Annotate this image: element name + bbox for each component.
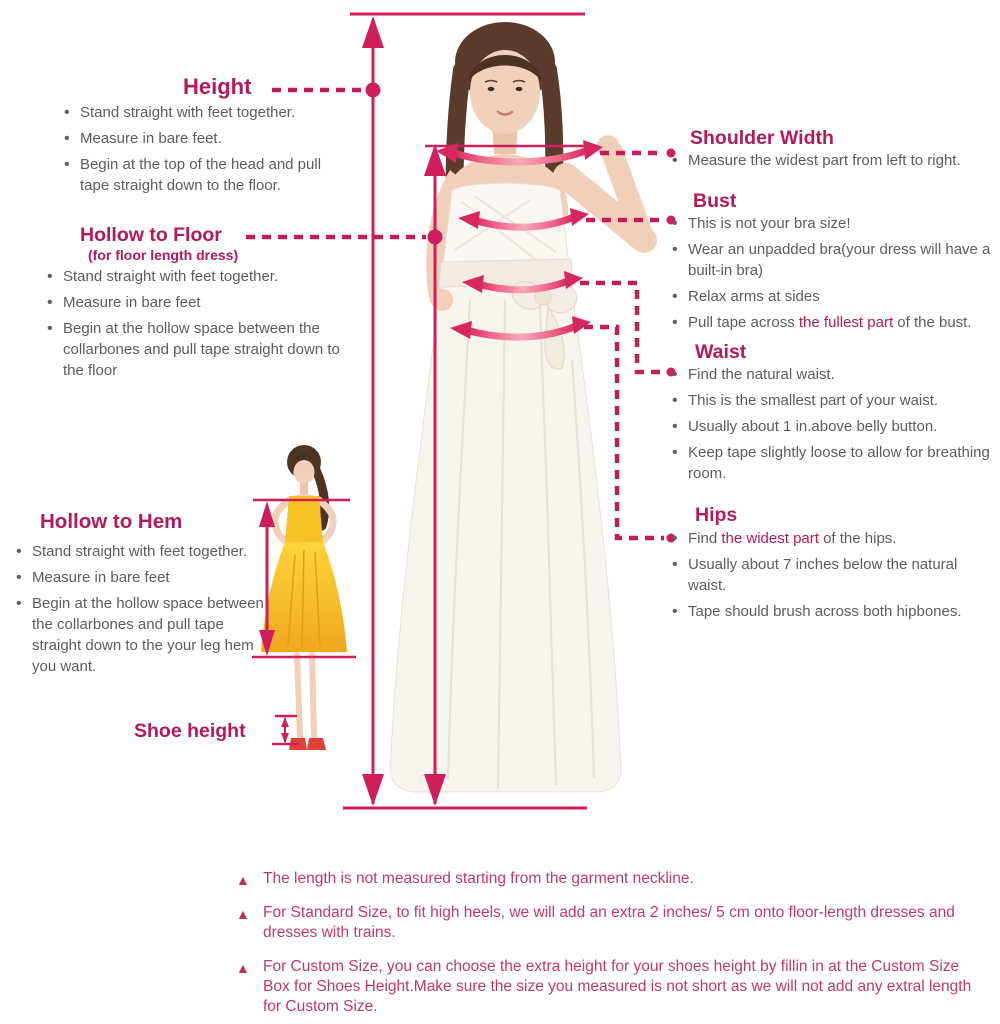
bust-section bbox=[693, 191, 736, 211]
list-item: • This is the smallest part of your waist. bbox=[670, 390, 992, 411]
shoulder-width-arrow bbox=[452, 150, 588, 162]
large-model-figure bbox=[390, 22, 644, 792]
list-item: ▲ For Standard Size, to fit high heels, we will add an extra 2 inches/ 5 cm onto floor-length dresses and dresses with trains. bbox=[236, 903, 988, 943]
hips-title: Hips bbox=[695, 504, 738, 526]
list-item: • Begin at the hollow space between the collarbones and pull tape straight down to the floor bbox=[45, 318, 345, 381]
list-item: ▲ The length is not measured starting from the garment neckline. bbox=[236, 869, 988, 889]
small-model-bodice bbox=[285, 496, 323, 542]
hollow-to-floor-title: Hollow to Floor bbox=[80, 224, 222, 246]
list-item: • Begin at the top of the head and pull tape straight down to the floor. bbox=[62, 154, 352, 196]
small-model-face bbox=[294, 460, 315, 484]
list-item: • Usually about 1 in.above belly button. bbox=[670, 416, 992, 437]
list-item: • Pull tape across the fullest part of the bust. bbox=[670, 312, 992, 333]
height-junction-dot bbox=[366, 83, 381, 98]
height-section bbox=[183, 75, 251, 98]
list-item: • Stand straight with feet together. bbox=[14, 541, 266, 562]
hollow-to-floor-section bbox=[80, 225, 222, 245]
height-arrow-up bbox=[362, 16, 384, 48]
bust-title: Bust bbox=[693, 190, 737, 212]
hips-bullets bbox=[670, 528, 992, 627]
list-item: • Measure the widest part from left to right. bbox=[670, 150, 992, 171]
list-item: • Tape should brush across both hipbones. bbox=[670, 601, 992, 622]
list-item: • Wear an unpadded bra(your dress will have a built-in bra) bbox=[670, 239, 992, 281]
hips-section bbox=[695, 505, 737, 525]
waist-bullets bbox=[670, 364, 992, 489]
small-model-shoe-right bbox=[307, 738, 326, 750]
waist-title: Waist bbox=[695, 341, 747, 363]
hem-arrow-up bbox=[259, 501, 275, 527]
hollow-to-hem-bullets bbox=[14, 541, 266, 682]
shoulder-width-title: Shoulder Width bbox=[690, 127, 834, 149]
list-item: • Usually about 7 inches below the natural waist. bbox=[670, 554, 992, 596]
hollow-to-hem-section bbox=[40, 511, 182, 533]
height-bullets bbox=[62, 102, 352, 201]
list-item: • Stand straight with feet together. bbox=[45, 266, 345, 287]
waist-arrow-tip-right bbox=[564, 271, 583, 289]
list-item: ▲ For Custom Size, you can choose the extra height for your shoes height by fillin in at the Custom Size Box for Shoes Height.Make sure the size you measured is not short as we will not add any extral length for Custom Size. bbox=[236, 957, 988, 1017]
small-model-neck bbox=[300, 483, 308, 496]
bottom-notes bbox=[236, 869, 988, 1024]
bust-arrow-tip-right bbox=[570, 208, 589, 226]
small-model-figure bbox=[261, 445, 347, 750]
shoe-height-title: Shoe height bbox=[134, 720, 246, 742]
model-eye-right bbox=[516, 87, 523, 91]
list-item: • Measure in bare feet bbox=[45, 292, 345, 313]
list-item: • Measure in bare feet bbox=[14, 567, 266, 588]
shoe-arrow-down bbox=[281, 733, 289, 743]
hollow-to-floor-subtitle: (for floor length dress) bbox=[88, 247, 239, 263]
list-item: • Stand straight with feet together. bbox=[62, 102, 352, 123]
list-item: • Measure in bare feet. bbox=[62, 128, 352, 149]
shoe-height-section bbox=[134, 721, 246, 741]
shoe-arrow-up bbox=[281, 717, 289, 727]
height-arrow-down bbox=[362, 774, 384, 806]
hollow-to-hem-title: Hollow to Hem bbox=[40, 510, 183, 533]
model-eye-left bbox=[488, 87, 495, 91]
bust-bullets bbox=[670, 213, 992, 338]
list-item: • Keep tape slightly loose to allow for breathing room. bbox=[670, 442, 992, 484]
hollow-to-floor-bullets bbox=[45, 266, 345, 386]
list-item: • Find the widest part of the hips. bbox=[670, 528, 992, 549]
small-model-leg-left bbox=[297, 655, 300, 738]
list-item: • Find the natural waist. bbox=[670, 364, 992, 385]
list-item: • Relax arms at sides bbox=[670, 286, 992, 307]
shoulder-width-section bbox=[690, 128, 834, 148]
height-title: Height bbox=[183, 74, 252, 99]
small-model-leg-right bbox=[312, 655, 314, 738]
waist-section bbox=[695, 342, 746, 362]
shoulder-width-bullets bbox=[670, 150, 992, 176]
list-item: • This is not your bra size! bbox=[670, 213, 992, 234]
list-item: • Begin at the hollow space between the collarbones and pull tape straight down to the your leg hem you want. bbox=[14, 593, 266, 677]
hollow-junction-dot bbox=[428, 230, 443, 245]
model-dress-skirt bbox=[390, 284, 621, 792]
